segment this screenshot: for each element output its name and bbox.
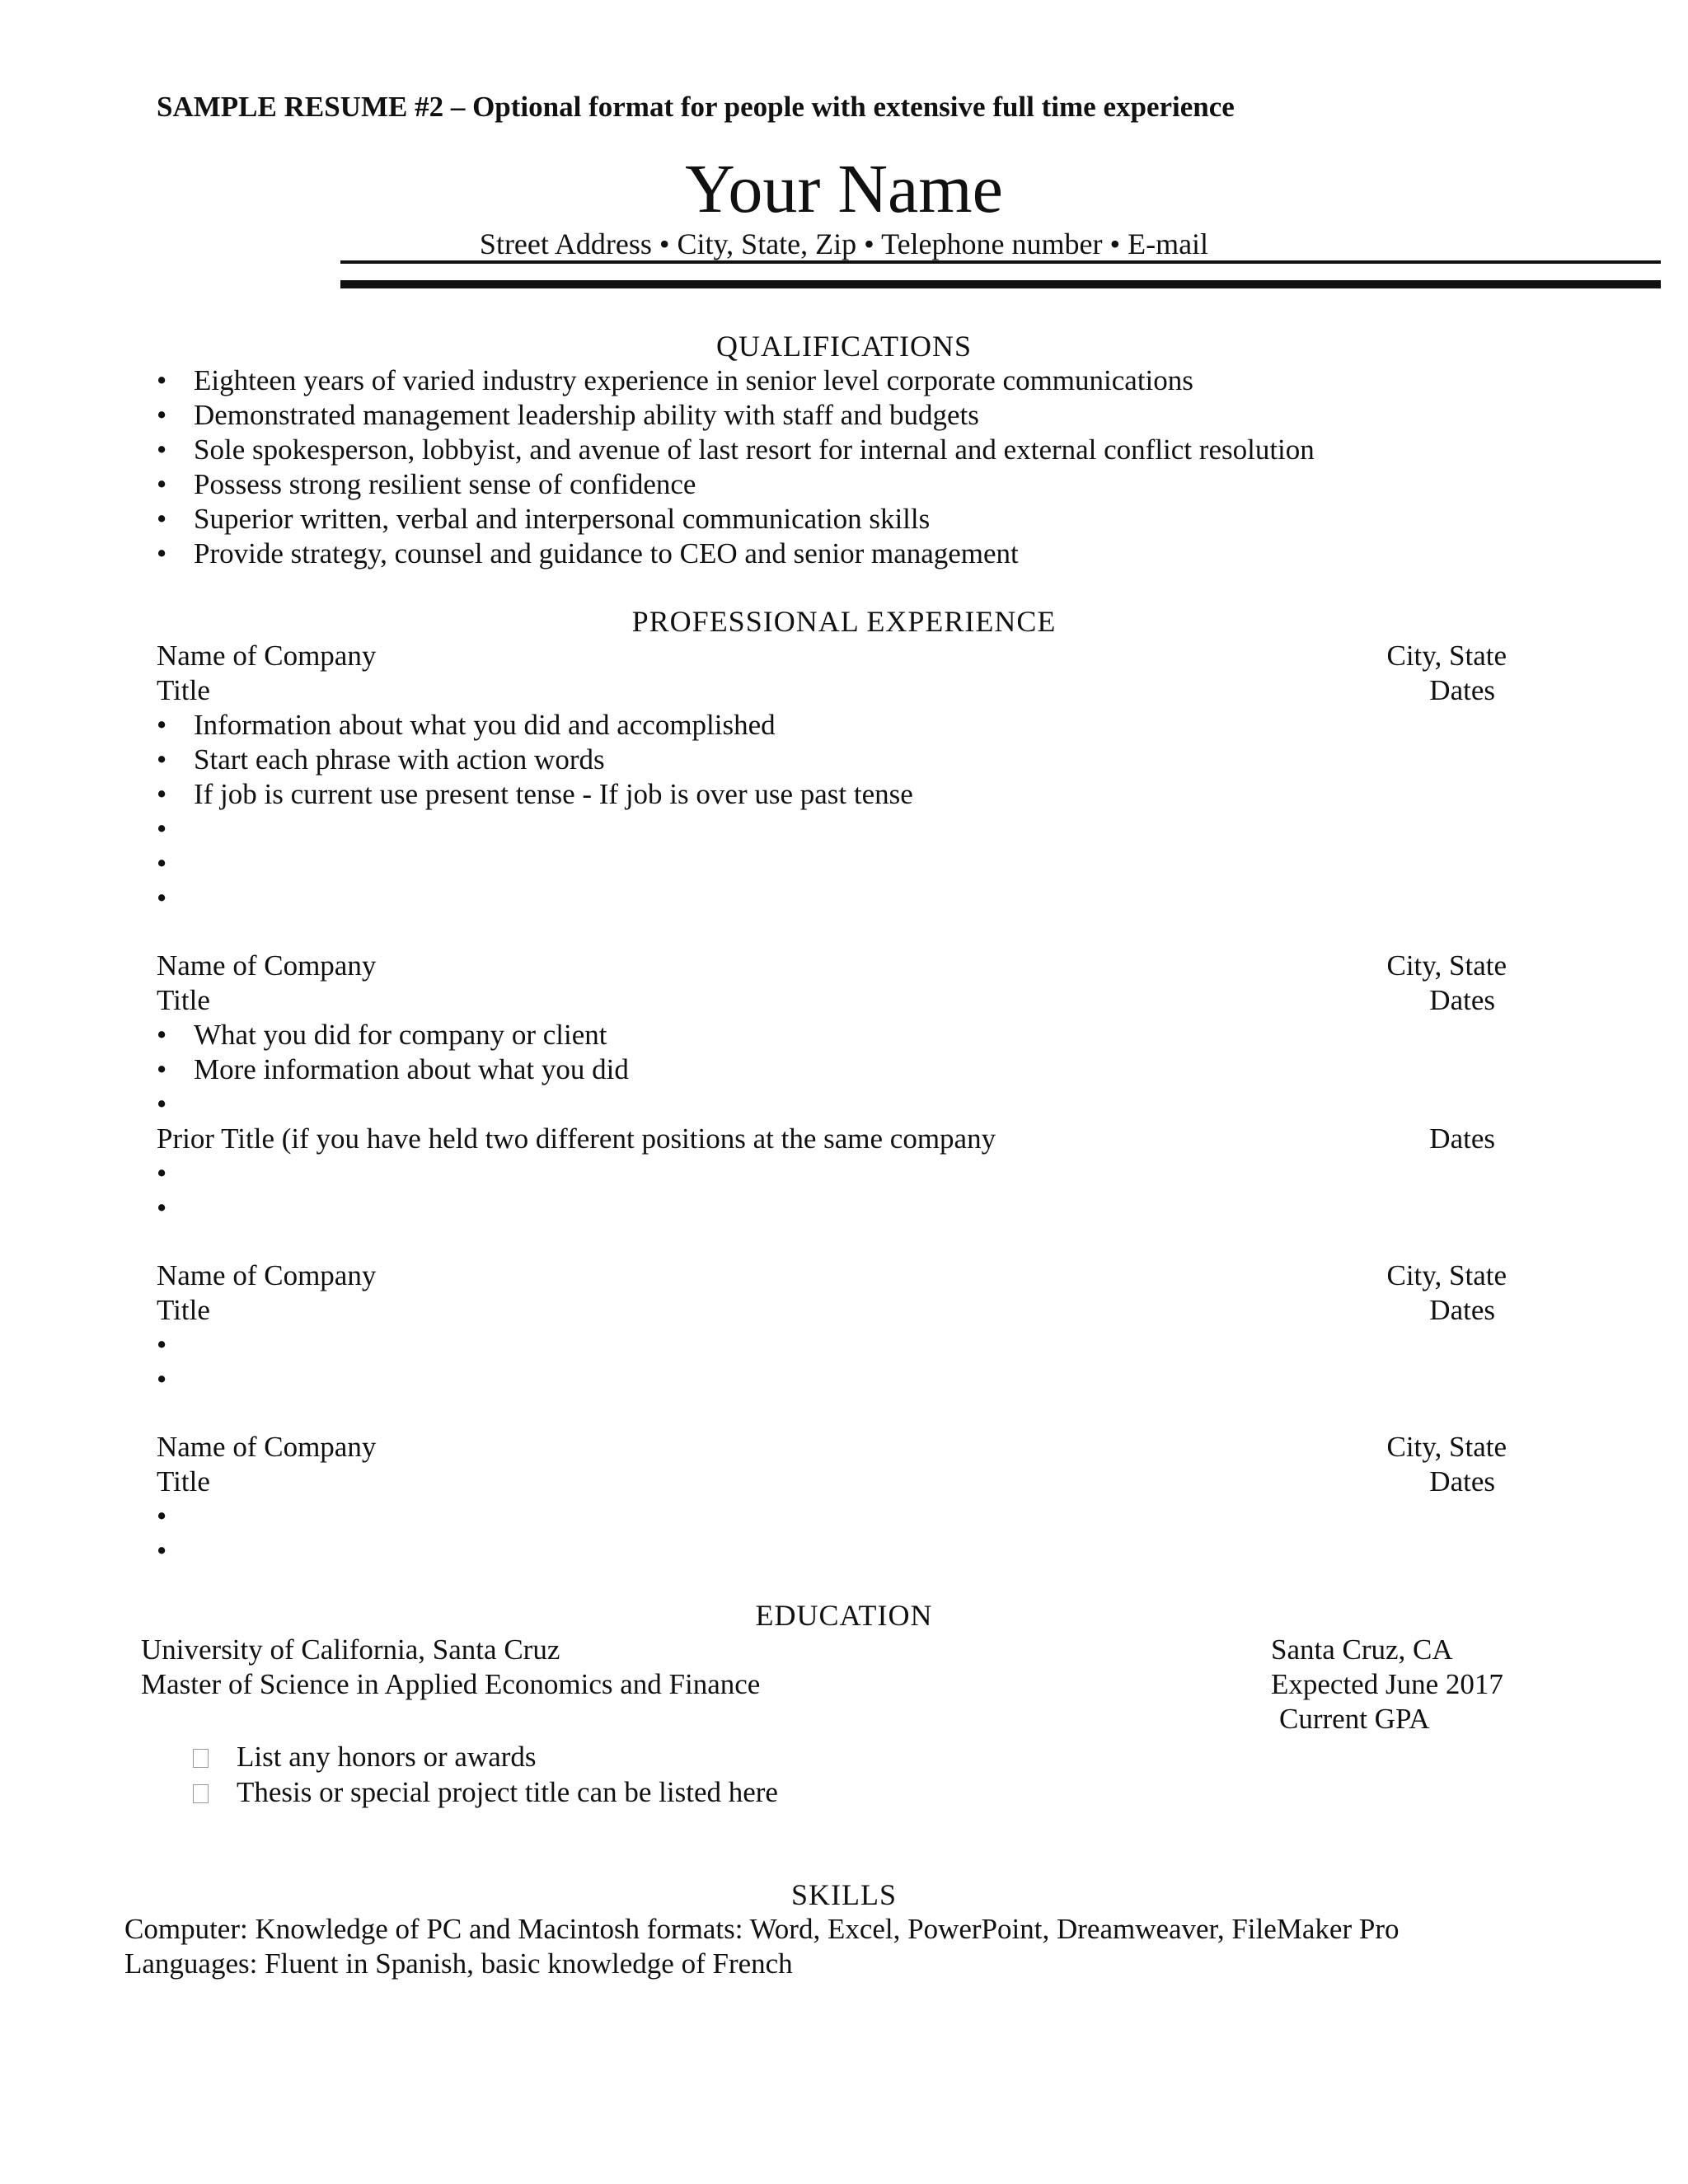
header-rule-thick (340, 280, 1661, 288)
job-title: Title (157, 984, 210, 1016)
company-name: Name of Company (157, 1259, 377, 1291)
bullet: • (157, 537, 167, 569)
qualifications-title: QUALIFICATIONS (716, 330, 972, 363)
job-bullet (157, 883, 194, 912)
job-title: Title (157, 674, 210, 706)
language-skills: Languages: Fluent in Spanish, basic knowledge of French (124, 1947, 793, 1980)
checkbox-icon (193, 1749, 209, 1768)
qualification-item: • Demonstrated management leadership ability with staff and budgets (157, 399, 979, 431)
skills-title: SKILLS (790, 1878, 897, 1911)
company-location: City, State (1386, 1259, 1507, 1291)
bullet: • (157, 1363, 167, 1395)
bullet: • (157, 813, 167, 845)
gpa: Current GPA (1279, 1703, 1430, 1735)
job-title: Title (157, 1294, 210, 1326)
expected-date: Expected June 2017 (1271, 1668, 1503, 1700)
school-name: University of California, Santa Cruz (141, 1633, 560, 1666)
job-bullet (157, 1330, 194, 1359)
education-item: Thesis or special project title can be listed here (193, 1778, 778, 1807)
bullet: • (157, 468, 167, 500)
job-bullet: • Start each phrase with action words (157, 743, 605, 776)
job-dates: Dates (1429, 1294, 1495, 1326)
checkbox-icon (193, 1784, 209, 1803)
job-bullet: • Information about what you did and accomplished (157, 709, 776, 741)
bullet: • (157, 847, 167, 879)
job-bullet: • More information about what you did (157, 1053, 629, 1085)
bullet: • (157, 1053, 167, 1085)
education-item: List any honors or awards (193, 1742, 537, 1771)
bullet: • (157, 1500, 167, 1532)
bullet: • (157, 1019, 167, 1051)
contact-line: Street Address • City, State, Zip • Telephone number • E-mail (479, 227, 1209, 260)
job-dates: Dates (1429, 1465, 1495, 1497)
job-bullet: • If job is current use present tense - If job is over use past tense (157, 778, 913, 810)
school-location: Santa Cruz, CA (1271, 1633, 1453, 1666)
prior-dates: Dates (1429, 1122, 1495, 1155)
job-bullet (157, 849, 194, 878)
bullet: • (157, 1192, 167, 1224)
job-dates: Dates (1429, 674, 1495, 706)
company-location: City, State (1386, 640, 1507, 672)
sample-title: SAMPLE RESUME #2 – Optional format for people with extensive full time experience (157, 91, 1235, 123)
job-bullet (157, 1193, 194, 1222)
company-location: City, State (1386, 949, 1507, 982)
job-bullet (157, 1159, 194, 1188)
bullet: • (157, 1329, 167, 1361)
job-dates: Dates (1429, 984, 1495, 1016)
job-bullet: • What you did for company or client (157, 1019, 607, 1051)
bullet: • (157, 399, 167, 431)
bullet: • (157, 743, 167, 776)
job-bullet (157, 1365, 194, 1394)
degree: Master of Science in Applied Economics and Finance (141, 1668, 761, 1700)
qualification-item: • Provide strategy, counsel and guidance to CEO and senior management (157, 537, 1019, 569)
company-name: Name of Company (157, 1431, 377, 1463)
bullet: • (157, 1088, 167, 1120)
computer-skills: Computer: Knowledge of PC and Macintosh formats: Word, Excel, PowerPoint, Dreamweaver, FileMaker Pro (124, 1913, 1400, 1945)
company-name: Name of Company (157, 949, 377, 982)
bullet: • (157, 364, 167, 396)
qualification-item: • Sole spokesperson, lobbyist, and avenue of last resort for internal and external conflict resolution (157, 434, 1315, 466)
job-bullet (157, 1090, 194, 1118)
bullet: • (157, 1535, 167, 1567)
bullet: • (157, 1157, 167, 1189)
qualification-item: • Eighteen years of varied industry experience in senior level corporate communications (157, 364, 1193, 396)
job-bullet (157, 1536, 194, 1565)
bullet: • (157, 434, 167, 466)
job-title: Title (157, 1465, 210, 1497)
experience-title: PROFESSIONAL EXPERIENCE (631, 605, 1057, 638)
bullet: • (157, 882, 167, 914)
bullet: • (157, 778, 167, 810)
bullet: • (157, 503, 167, 535)
job-bullet (157, 814, 194, 843)
bullet: • (157, 709, 167, 741)
prior-title: Prior Title (if you have held two different positions at the same company (157, 1122, 996, 1155)
qualification-item: • Superior written, verbal and interpersonal communication skills (157, 503, 931, 535)
resume-name: Your Name (685, 151, 1003, 227)
header-rule-thin (340, 260, 1661, 264)
company-name: Name of Company (157, 640, 377, 672)
company-location: City, State (1386, 1431, 1507, 1463)
qualification-item: • Possess strong resilient sense of confidence (157, 468, 696, 500)
job-bullet (157, 1502, 194, 1530)
education-title: EDUCATION (755, 1599, 933, 1632)
